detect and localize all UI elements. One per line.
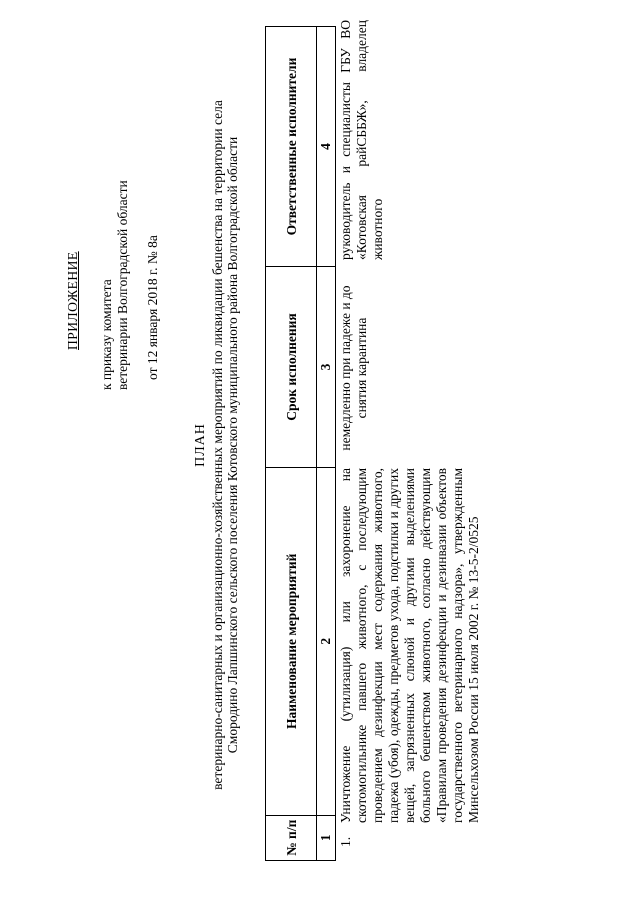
plan-subtitle-line-1: ветеринарно-санитарных и организационно-хозяйственных мероприятий по ликвидации бешенства на территории села [210,100,225,790]
plan-heading: ПЛАН [193,423,208,467]
appendix-line-1: к приказу комитета [99,279,114,390]
header-term: Срок исполнения [266,267,317,468]
plan-table [265,26,336,861]
row-number: 1. [338,836,353,847]
row-action: Уничтожение (утилизация) или захоронение на скотомогильнике павшего животного, с последующим проведением дезинфекции мест содержания животного, падежа (убоя), одежды, предметов ухода, подстилки и других вещей, загрязненных слюной и другими выделениями больного бешенством животного, согласно действующим «Правилам проведения дезинфекции и дезинвазии объектов государственного ветеринарного надзора», утвержденным Минсельхозом России 15 июля 2002 г. № 13-5-2/0525 [338,468,481,823]
appendix-date: от 12 января 2018 г. № 8а [145,235,160,380]
plan-subtitle-line-2: Смородино Лапшинского сельского поселения Котовского муниципального района Волгоградской области [225,136,240,754]
row-responsible: руководитель и специалисты ГБУ ВО «Котовская райСББЖ», владелец животного [338,20,385,260]
table-column-number-row [317,27,336,861]
column-number-4: 4 [317,27,336,267]
header-responsible: Ответственные исполнители [266,27,317,267]
appendix-line-2: ветеринарии Волгоградской области [115,180,130,390]
column-number-1: 1 [317,815,336,860]
header-number: № п/п [266,815,317,860]
appendix-block [65,120,161,390]
column-number-2: 2 [317,468,336,815]
appendix-title: ПРИЛОЖЕНИЕ [65,251,80,350]
table-header-row [266,27,317,861]
header-action: Наименование мероприятий [266,468,317,815]
row-term: немедленно при падеже и до снятия карантина [338,285,369,451]
column-number-3: 3 [317,267,336,468]
plan-title-block [193,45,240,845]
